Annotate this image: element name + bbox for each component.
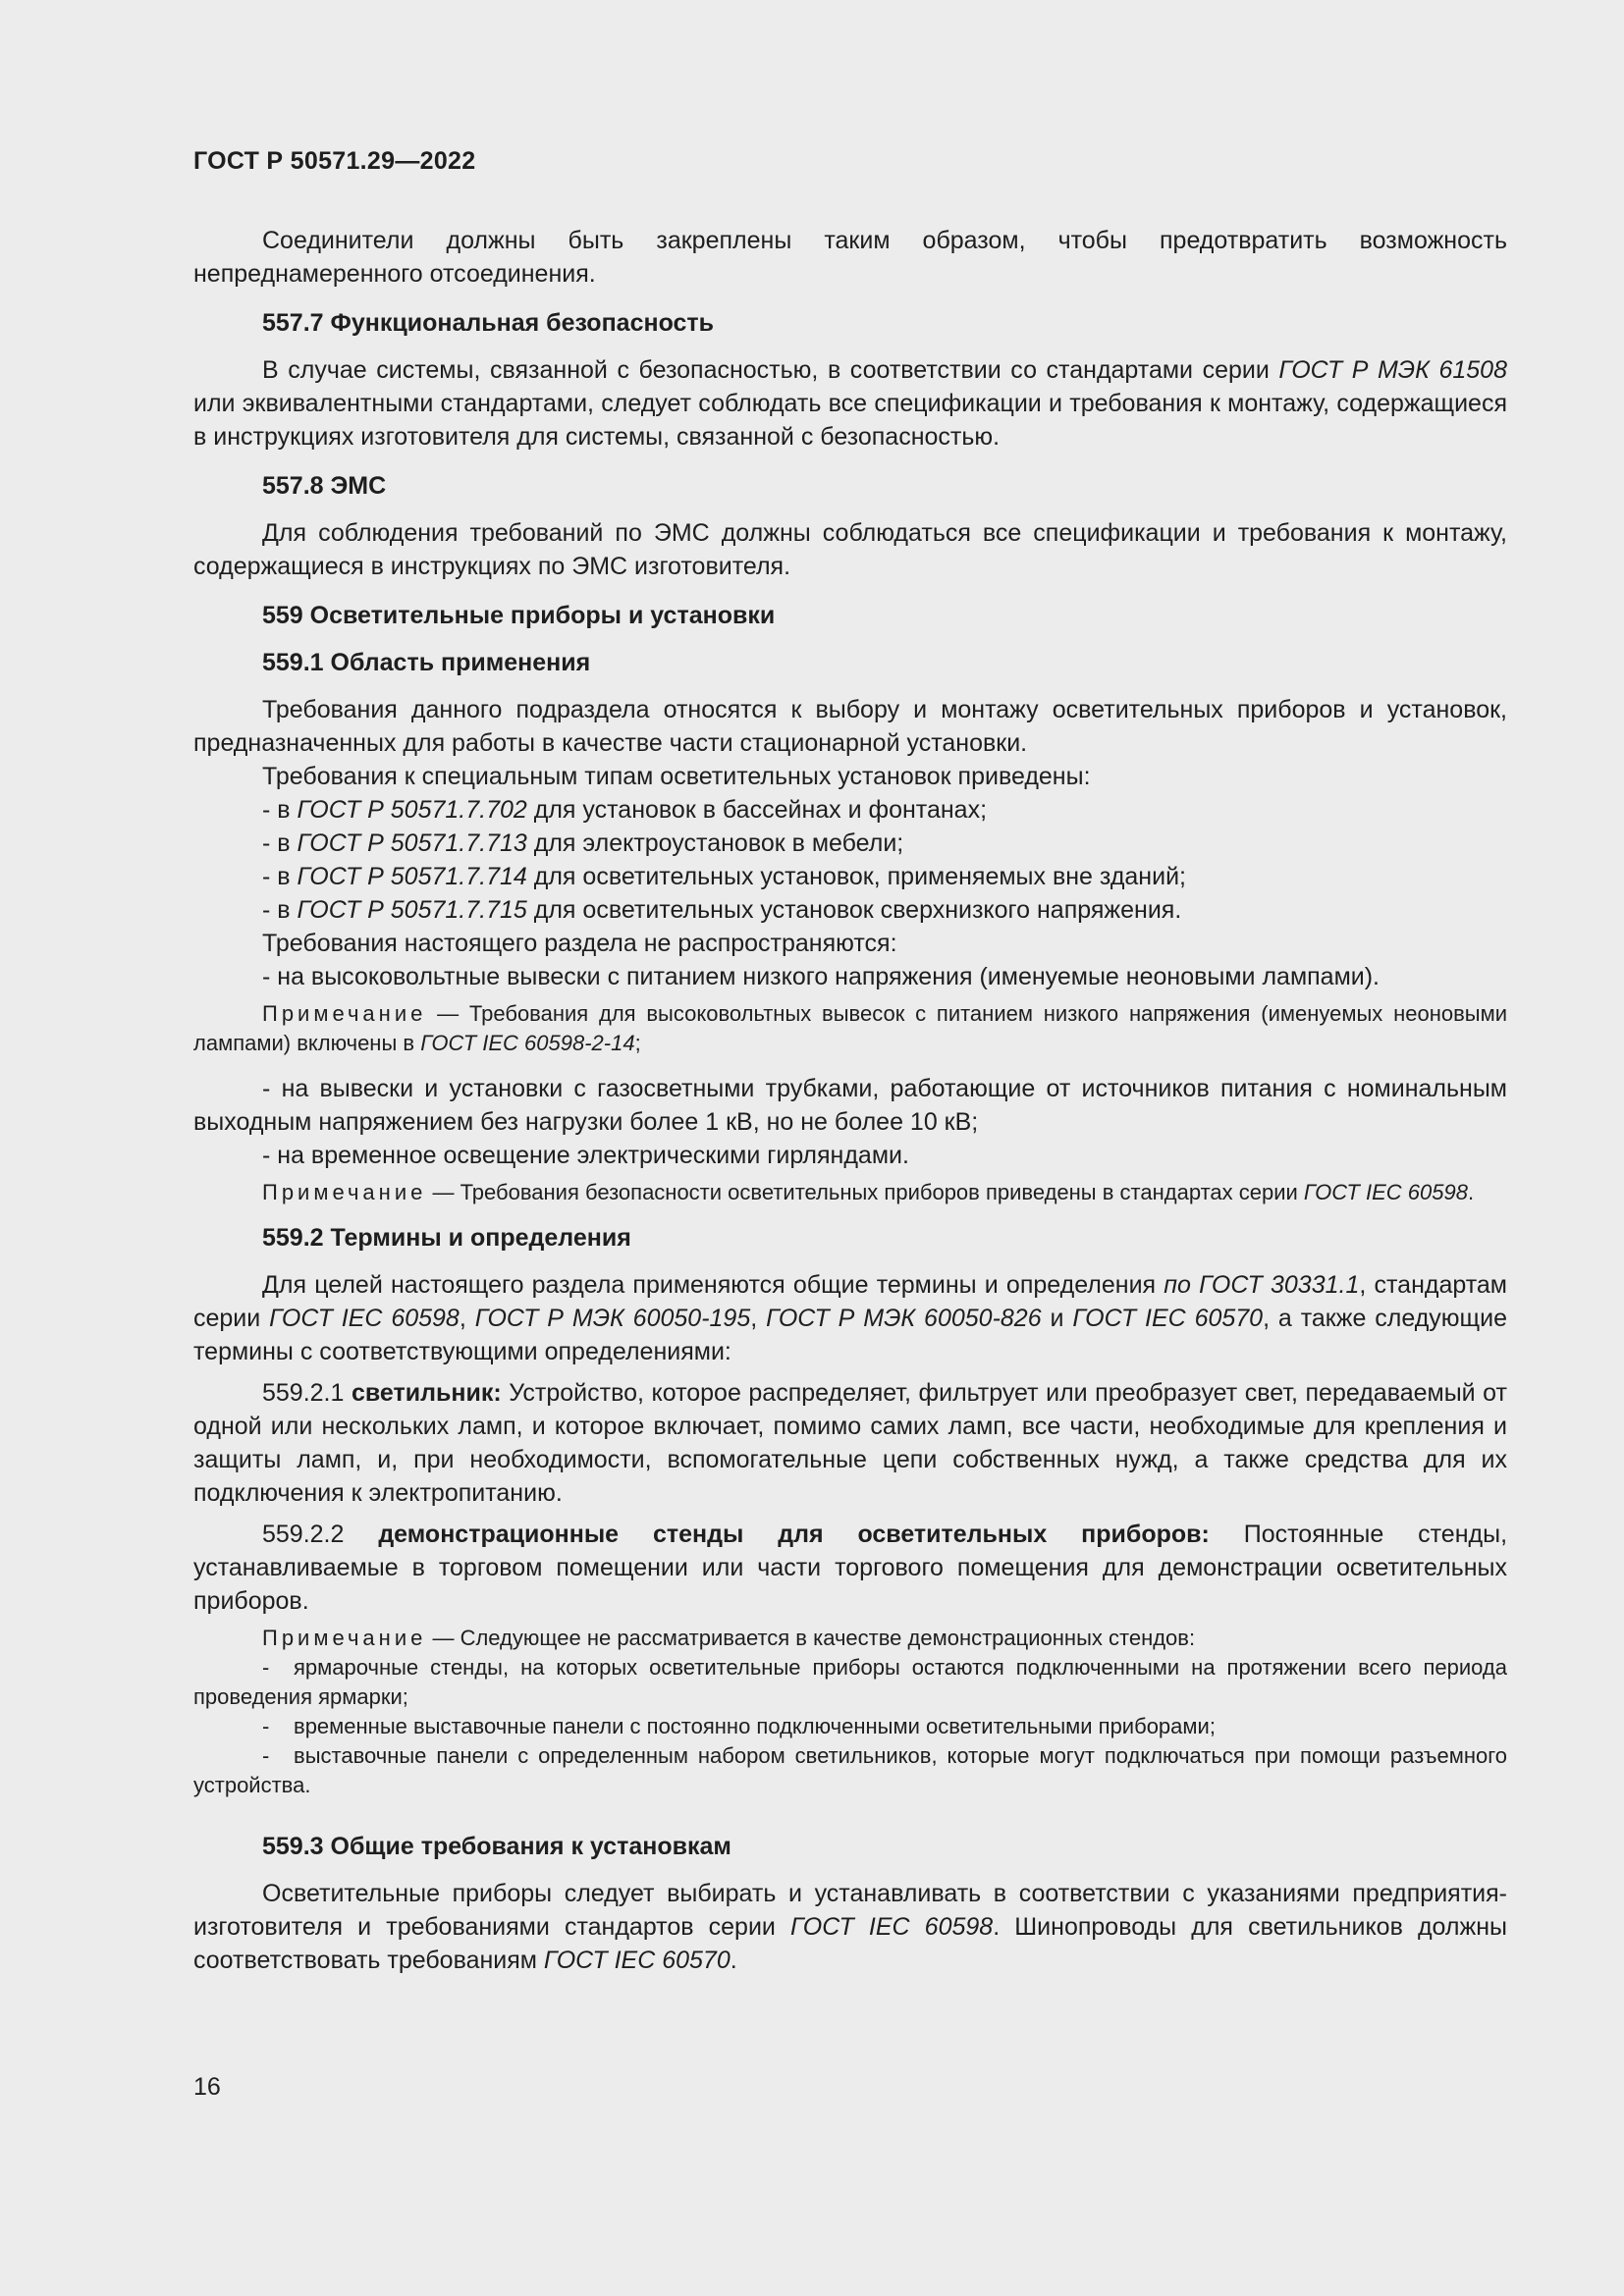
section-557-7-text: В случае системы, связанной с безопасностью, в соответствии со стандартами серии ГОСТ Р МЭК 61508 или эквивалентными стандартами, следует соблюдать все спецификации и требования к монтажу, содержащиеся в инструкциях изготовителя для системы, связанной с безопасностью. [193, 356, 1507, 451]
term: демонстрационные стенды для осветительных приборов: [378, 1521, 1210, 1548]
term: светильник: [351, 1379, 502, 1407]
document-body [193, 224, 1507, 1977]
note-list-item: - ярмарочные стенды, на которых осветительные приборы остаются подключенными на протяжении всего периода проведения ярмарки; [193, 1655, 1507, 1709]
section-559-3-text: Осветительные приборы следует выбирать и устанавливать в соответствии с указаниями предприятия-изготовителя и требованиями стандартов серии ГОСТ IEC 60598. Шинопроводы для светильников должны соответствовать требованиям ГОСТ IEC 60570. [193, 1880, 1507, 1974]
note: Примечание — Следующее не рассматривается в качестве демонстрационных стендов: [262, 1626, 1196, 1650]
section-559-1-p2: Требования к специальным типам осветительных установок приведены: [262, 763, 1091, 790]
page-number: 16 [193, 2073, 221, 2101]
list-item: - в ГОСТ Р 50571.7.713 для электроустановок в мебели; [262, 829, 904, 857]
note-label: Примечание [262, 1001, 427, 1026]
section-559-1-title: 559.1 Область применения [262, 649, 591, 676]
reference-link: ГОСТ Р МЭК 61508 [1278, 356, 1507, 384]
exclusion-item: - на временное освещение электрическими гирляндами. [262, 1142, 909, 1169]
note-label: Примечание [262, 1626, 427, 1650]
note-list-item: - временные выставочные панели с постоянно подключенными осветительными приборами; [262, 1714, 1216, 1738]
section-559-1-p3: Требования настоящего раздела не распространяются: [262, 930, 897, 957]
list-item: - в ГОСТ Р 50571.7.702 для установок в бассейнах и фонтанах; [262, 796, 988, 824]
paragraph-connectors: Соединители должны быть закреплены таким образом, чтобы предотвратить возможность непреднамеренного отсоединения. [193, 227, 1507, 288]
section-559-1-p1: Требования данного подраздела относятся к выбору и монтажу осветительных приборов и установок, предназначенных для работы в качестве части стационарной установки. [193, 696, 1507, 757]
note-label: Примечание [262, 1180, 427, 1204]
section-559-2-title: 559.2 Термины и определения [262, 1224, 631, 1252]
section-557-8-title: 557.8 ЭМС [262, 472, 387, 500]
section-559-3-title: 559.3 Общие требования к установкам [262, 1833, 731, 1860]
note: Примечание — Требования для высоковольтных вывесок с питанием низкого напряжения (именуемых неоновыми лампами) включены в ГОСТ IEC 60598-2-14; [193, 1001, 1507, 1055]
exclusion-item: - на высоковольтные вывески с питанием низкого напряжения (именуемые неоновыми лампами). [262, 963, 1380, 990]
note-list-item: - выставочные панели с определенным набором светильников, которые могут подключаться при помощи разъемного устройства. [193, 1743, 1507, 1797]
section-559-title: 559 Осветительные приборы и установки [262, 602, 776, 629]
note: Примечание — Требования безопасности осветительных приборов приведены в стандартах серии ГОСТ IEC 60598. [262, 1180, 1475, 1204]
section-557-8-text: Для соблюдения требований по ЭМС должны соблюдаться все спецификации и требования к монтажу, содержащиеся в инструкциях по ЭМС изготовителя. [193, 519, 1507, 580]
list-item: - в ГОСТ Р 50571.7.714 для осветительных установок, применяемых вне зданий; [262, 863, 1186, 890]
exclusion-item: - на вывески и установки с газосветными трубками, работающие от источников питания с номинальным выходным напряжением без нагрузки более 1 кВ, но не более 10 кВ; [193, 1075, 1507, 1136]
section-559-2-intro: Для целей настоящего раздела применяются общие термины и определения по ГОСТ 30331.1, стандартам серии ГОСТ IEC 60598, ГОСТ Р МЭК 60050-195, ГОСТ Р МЭК 60050-826 и ГОСТ IEC 60570, а также следующие термины с соответствующими определениями: [193, 1271, 1507, 1365]
definition-559-2-2: 559.2.2 демонстрационные стенды для осветительных приборов: Постоянные стенды, устанавливаемые в торговом помещении или части торгового помещения для демонстрации осветительных приборов. [193, 1521, 1508, 1615]
section-557-7-title: 557.7 Функциональная безопасность [262, 309, 715, 337]
document-header: ГОСТ Р 50571.29—2022 [193, 147, 476, 175]
definition-559-2-1: 559.2.1 светильник: Устройство, которое распределяет, фильтрует или преобразует свет, передаваемый от одной или нескольких ламп, и которое включает, помимо самих ламп, все части, необходимые для крепления и защиты ламп, и, при необходимости, вспомогательные цепи собственных нужд, а также средства для их подключения к электропитанию. [193, 1379, 1507, 1507]
list-item: - в ГОСТ Р 50571.7.715 для осветительных установок сверхнизкого напряжения. [262, 896, 1182, 924]
